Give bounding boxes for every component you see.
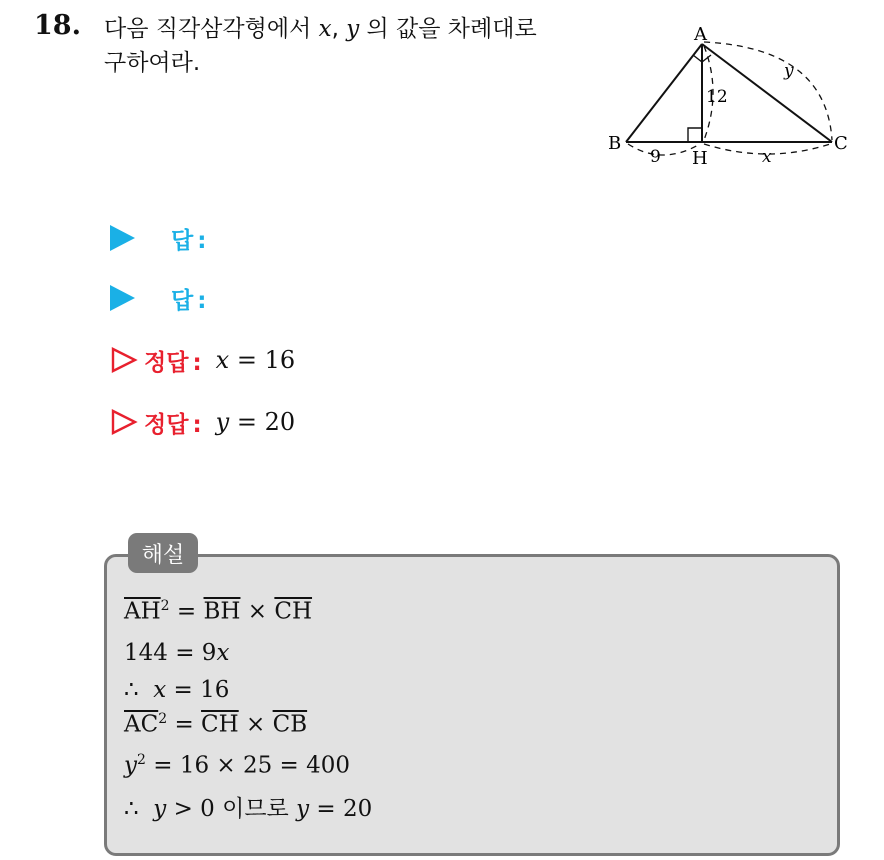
question-text-prefix: 다음 직각삼각형에서 <box>104 16 312 42</box>
answer-label-1: 답 : <box>171 227 207 254</box>
question-number: 18. <box>34 10 81 41</box>
length-ah-label: 12 <box>706 87 728 107</box>
question-comma: , <box>331 16 339 42</box>
vertex-h-label: H <box>692 148 708 169</box>
vertex-c-label: C <box>834 133 848 154</box>
correct-answer-row-2 <box>110 405 295 439</box>
question-var-x: x <box>318 16 332 42</box>
vertex-a-label: A <box>694 24 707 45</box>
question-text-mid: 의 값을 차례대로 <box>366 16 537 42</box>
correct-answer-row-1 <box>110 343 295 377</box>
solution-line-6: ∴ y > 0 이므로 y = 20 <box>124 796 373 822</box>
question-text <box>104 12 584 80</box>
length-hc-label: x <box>762 147 772 167</box>
vertex-b-label: B <box>608 133 622 154</box>
triangle-filled-icon <box>110 285 135 311</box>
solution-line-2: 144 = 9x <box>124 640 230 666</box>
correct-answer-value-2: y = 20 <box>215 408 296 436</box>
question-text-line2: 구하여라. <box>104 50 201 76</box>
answer-row-2 <box>110 281 206 315</box>
length-ac-label: y <box>784 61 794 81</box>
correct-answer-label-1: 정답 : <box>144 349 202 376</box>
answer-row-1 <box>110 221 206 255</box>
solution-line-4: $\overline{AC}^2 = \overline{CH} \times \overline{CB}$ <box>124 711 308 738</box>
correct-answer-value-1: x = 16 <box>215 346 296 374</box>
answer-label-2: 답 : <box>171 287 207 314</box>
correct-answer-label-2: 정답 : <box>144 411 202 438</box>
triangle-outline-icon <box>110 408 138 436</box>
triangle-filled-icon <box>110 225 135 251</box>
solution-line-1: $\overline{AH}^2 = \overline{BH} \times \overline{CH}$ <box>124 598 313 625</box>
triangle-outline-icon <box>110 346 138 374</box>
solution-tag: 해설 <box>128 533 198 573</box>
length-bh-label: 9 <box>650 147 661 167</box>
right-angle-mark-h <box>688 128 702 142</box>
triangle-figure <box>600 22 860 172</box>
solution-line-3: ∴ x = 16 <box>124 677 230 703</box>
dashed-arc-bh <box>628 144 700 155</box>
question-var-y: y <box>346 16 360 42</box>
solution-line-5: $y^2 = 16 \times 25 = 400$ <box>124 752 351 779</box>
